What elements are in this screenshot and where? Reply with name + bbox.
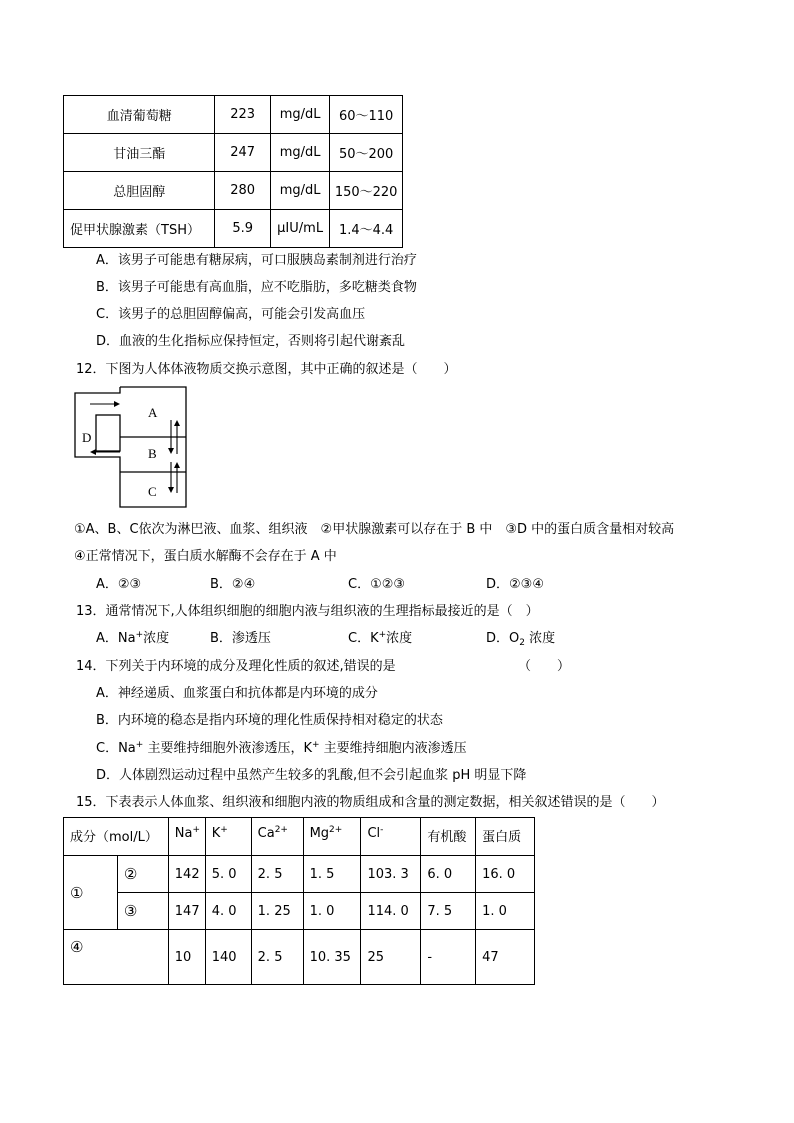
item-range: 1.4～4.4 [330, 210, 403, 248]
cell-protein: 1. 0 [476, 893, 535, 930]
table-row [64, 134, 403, 172]
cell-ca: 2. 5 [251, 856, 303, 893]
body-fluid-diagram [74, 386, 190, 508]
item-unit: mg/dL [270, 134, 329, 172]
q11-option-b: B．该男子可能患有高血脂，应不吃脂肪，多吃糖类食物 [96, 280, 417, 295]
item-value: 5.9 [215, 210, 271, 248]
q12-statements-2: ④正常情况下，蛋白质水解酶不会存在于 A 中 [74, 549, 337, 564]
top-arrowhead-icon [114, 401, 120, 407]
cell-ca: 2. 5 [251, 930, 303, 985]
item-range: 50～200 [330, 134, 403, 172]
q14-option-c: C．Na+ 主要维持细胞外液渗透压，K+ 主要维持细胞内液渗透压 [96, 740, 467, 756]
row-label: ④ [64, 930, 169, 985]
cell-na: 10 [168, 930, 205, 985]
item-unit: mg/dL [270, 172, 329, 210]
q11-option-a: A．该男子可能患有糖尿病，可口服胰岛素制剂进行治疗 [96, 253, 417, 268]
q12-option-d: D．②③④ [486, 577, 544, 592]
cell-k: 140 [205, 930, 251, 985]
item-range: 150～220 [330, 172, 403, 210]
q14-stem: 14．下列关于内环境的成分及理化性质的叙述,错误的是 [76, 659, 396, 674]
q13-stem: 13．通常情况下,人体组织细胞的细胞内液与组织液的生理指标最接近的是（ ） [76, 604, 539, 619]
q12-stem: 12．下图为人体体液物质交换示意图，其中正确的叙述是（ ） [76, 362, 457, 377]
cell-protein: 16. 0 [476, 856, 535, 893]
blood-test-table [63, 95, 403, 248]
q11-option-c: C．该男子的总胆固醇偏高，可能会引发高血压 [96, 307, 366, 322]
header-k: K+ [205, 818, 251, 856]
q14-option-b: B．内环境的稳态是指内环境的理化性质保持相对稳定的状态 [96, 713, 443, 728]
composition-table [63, 817, 535, 985]
item-range: 60～110 [330, 96, 403, 134]
ab-up-head-icon [174, 420, 180, 426]
ab-down-head-icon [168, 448, 174, 454]
header-na: Na+ [168, 818, 205, 856]
q13-option-a: A．Na+浓度 [96, 630, 170, 646]
label-b: B [148, 446, 157, 461]
cell-ca: 1. 25 [251, 893, 303, 930]
q14-answer-paren: （ ） [518, 659, 571, 674]
d-box [96, 415, 120, 451]
table-row [64, 172, 403, 210]
table-row [64, 210, 403, 248]
q14-option-a: A．神经递质、血浆蛋白和抗体都是内环境的成分 [96, 686, 378, 701]
cell-k: 4. 0 [205, 893, 251, 930]
table-row [64, 930, 535, 985]
group-label: ① [64, 856, 118, 930]
bottom-arrowhead-icon [90, 449, 96, 455]
header-cl: Cl- [361, 818, 421, 856]
bc-down-head-icon [168, 487, 174, 493]
row-label: ③ [117, 893, 168, 930]
cell-organic: 7. 5 [421, 893, 476, 930]
cell-mg: 10. 35 [303, 930, 361, 985]
label-a: A [148, 405, 158, 420]
q12-option-c: C．①②③ [348, 577, 406, 592]
q12-statements-1: ①A、B、C依次为淋巴液、血浆、组织液 ②甲状腺激素可以存在于 B 中 ③D 中的蛋白质含量相对较高 [74, 522, 675, 537]
header-ca: $Ca^{2+}$ [251, 818, 303, 856]
item-name: 总胆固醇 [64, 172, 215, 210]
q12-option-a: A．②③ [96, 577, 142, 592]
cell-protein: 47 [476, 930, 535, 985]
table-row [64, 893, 535, 930]
bc-up-head-icon [174, 462, 180, 468]
item-value: 223 [215, 96, 271, 134]
item-unit: μIU/mL [270, 210, 329, 248]
label-c: C [148, 484, 157, 499]
table-row [64, 856, 535, 893]
cell-mg: 1. 5 [303, 856, 361, 893]
q14-option-d: D．人体剧烈运动过程中虽然产生较多的乳酸,但不会引起血浆 pH 明显下降 [96, 768, 527, 783]
q12-option-b: B．②④ [210, 577, 256, 592]
cell-cl: 114. 0 [361, 893, 421, 930]
q13-option-c: C．K+浓度 [348, 630, 413, 646]
cell-na: 142 [168, 856, 205, 893]
cell-organic: - [421, 930, 476, 985]
label-d: D [82, 430, 92, 445]
item-name: 促甲状腺激素（TSH） [64, 210, 215, 248]
header-organic: 有机酸 [421, 818, 476, 856]
item-name: 甘油三酯 [64, 134, 215, 172]
table-row [64, 96, 403, 134]
cell-na: 147 [168, 893, 205, 930]
cell-organic: 6. 0 [421, 856, 476, 893]
q11-option-d: D．血液的生化指标应保持恒定，否则将引起代谢紊乱 [96, 334, 406, 349]
cell-mg: 1. 0 [303, 893, 361, 930]
q15-stem: 15．下表表示人体血浆、组织液和细胞内液的物质组成和含量的测定数据，相关叙述错误的是（ ） [76, 795, 665, 810]
q13-option-b: B．渗透压 [210, 631, 271, 646]
header-label: 成分（mol/L） [64, 818, 169, 856]
cell-cl: 25 [361, 930, 421, 985]
item-unit: mg/dL [270, 96, 329, 134]
header-protein: 蛋白质 [476, 818, 535, 856]
item-value: 280 [215, 172, 271, 210]
item-value: 247 [215, 134, 271, 172]
cell-cl: 103. 3 [361, 856, 421, 893]
row-label: ② [117, 856, 168, 893]
table-header-row [64, 818, 535, 856]
item-name: 血清葡萄糖 [64, 96, 215, 134]
header-mg: $Mg^{2+}$ [303, 818, 361, 856]
q13-option-d: D．$O_2$ 浓度 [486, 631, 556, 648]
cell-k: 5. 0 [205, 856, 251, 893]
